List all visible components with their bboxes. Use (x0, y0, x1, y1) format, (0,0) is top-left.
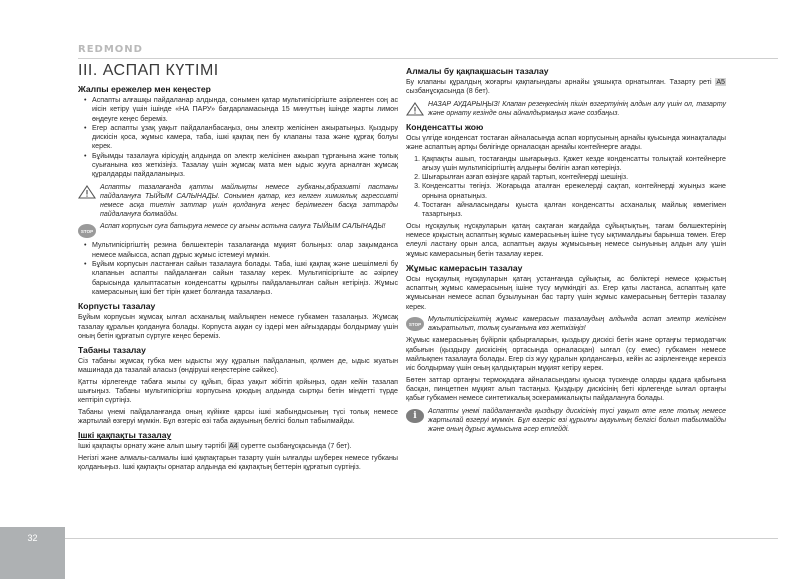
info-note-text: Аспапты үнемі пайдаланғанда қыздыру дискісінің түсі уақыт өте келе толық немесе жартылай өзгеруі мүмкін. Бұл өзгеріс өзі құрылғы ақауының белгісі болып табылмайды және оның дұрыс жұмысына әсер етпейді. (428, 407, 726, 433)
inner-lid-text-2: Негізгі және алмалы-салмалы ішкі қақпақтарын тазарту үшін ылғалды шүберек немесе губканы қолданыңыз. Ішкі қақпақты орнатар алдында екі қақпақтың беттерін құрғатып сүртіңіз. (78, 453, 398, 471)
right-column (406, 62, 726, 437)
list-item: • Аспапты алғашқы пайдаланар алдында, сонымен қатар мультипісіргіште әзірленген соң ас иісін кетіру үшін ішінде «НА ПАРУ» бағдарламасында 15 минуттың ішінде жарты лимон өңдеуге кеңес береміз. (92, 96, 398, 124)
body-cleaning-text: Бұйым корпусын жұмсақ ылғал асханалық майлықпен немесе губкамен тазалаңыз. Жұмсақ тазалау құралын қолдануға болады. Корпуста аққан су іздері мен айғыздарды болдырмау үшін оның бетін құрғатып сүртуге кеңес береміз. (78, 313, 398, 340)
condensate-steps (406, 155, 726, 220)
valve-warning-text: НАЗАР АУДАРЫҢЫЗ! Клапан резеңкесінің пішін өзгертуінің алдын алу үшін ол, тазарту және орнату кезінде оны айналдырмаңыз және созбаңыз. (428, 100, 726, 117)
header-divider (78, 58, 778, 59)
body-cleaning-heading: Корпусты тазалау (78, 301, 156, 312)
bowl-text-2: Қатты кірлегенде табаға жылы су құйып, біраз уақыт жібітіп қойыңыз, одан кейін тазалап шығыңыз. Табаны мультипісіргіш корпусына қоюдың алдында сыртқы бетін міндетті түрде кептіріп сүртіңіз. (78, 377, 398, 405)
general-heading: Жалпы ережелер мен кеңестер (78, 84, 211, 94)
list-item: • Бұйымды тазалауға кірісудің алдында оп электр желісінен ажырап тұрғанына және толық суығанына көз жеткізіңіз. Тазалау үшін жұмсақ мата мен ыдыс жууға арналған жұмсақ құралдарды пайдаланыңыз. (92, 152, 398, 180)
list-item: • Мультипісіргіштің резина бөлшектерін тазалағанда мұқият болыңыз: олар зақымданса немесе майысса, аспап дұрыс жұмыс істемеуі мүмкін. (92, 241, 398, 260)
stop-note (78, 222, 398, 238)
inner-lid-text-1 (78, 442, 398, 451)
list-item: 3. Конденсатты төгіңіз. Жоғарыда аталған ережелерді сақтап, контейнерді жуыңыз және орнына орнатыңыз. (422, 182, 726, 201)
list-item: 4. Тостаған айналасындағы қуыста қалған конденсатты асханалық майлық көмегімен тазартыңыз. (422, 201, 726, 220)
warning-icon (406, 102, 424, 116)
valve-warning-note (406, 100, 726, 118)
chamber-stop-text: Мультипісіргіштің жұмыс камерасын тазалаудың алдында аспап электр желісінен ажыратылып, толық суығанына көз жеткізіңіз! (428, 316, 726, 333)
info-note (406, 407, 726, 435)
stop-note-text: Аспап корпусын суға батыруға немесе су ағыны астына салуға ТЫЙЫМ САЛЫНАДЫ! (100, 223, 386, 231)
steam-valve-heading: Алмалы бу қақпақшасын тазалау (406, 66, 549, 76)
figure-badge-a5: A5 (716, 78, 725, 86)
general-bullets (78, 96, 398, 180)
info-icon: i (406, 409, 424, 423)
page-number: 32 (27, 533, 38, 543)
condensate-heading: Конденсатты жою (406, 122, 484, 132)
steam-valve-text-after: сызбанұсқасында (8 бет). (406, 87, 490, 96)
brand-logo: REDMOND (78, 44, 143, 55)
chamber-text-2: Жұмыс камерасының бүйірлік қабырғаларын, қыздыру дискісі бетін және ортаңғы термодатчик қабығын (қыздыру дискісінің ортасында орналасқан) ылғал (су емес) губкамен немесе майлықпен тазалауға болады. Егер сіз жуу құралын қолдансаңыз, кейін ас әзірленгенде керексіз иіс болдырмау үшін оның қалдықтарын мұқият кетіру керек. (406, 336, 726, 373)
bowl-cleaning-heading: Табаны тазалау (78, 345, 146, 356)
list-item: • Егер аспапты ұзақ уақыт пайдаланбасаңыз, оны электр желісінен ажыратыңыз. Қыздыру дискісін қоса, жұмыс камера, таба, ішкі қақпақ пен бу клапаны таза және құрғақ болуы керек. (92, 124, 398, 152)
inner-lid-heading: Ішкі қақпақты тазалау (78, 430, 172, 441)
left-column (78, 62, 398, 474)
bowl-text-1: Сіз табаны жұмсақ губка мен ыдысты жуу құралын пайдаланып, қолмен де, ыдыс жуатын машинада да тазалай аласыз (өндіруші кеңестеріне сәйкес). (78, 357, 398, 375)
list-item: 1. Қақпақты ашып, тостағанды шығарыңыз. Қажет кезде конденсатты толықтай контейнерге ағызу үшін мультипісіргіштің алдыңғы бөлігін азғап көтеріңіз. (422, 155, 726, 174)
footer-divider (65, 538, 778, 539)
section-title: III. АСПАП КҮТІМІ (78, 62, 219, 79)
steam-valve-text-before: Бу клапаны құралдың жоғарғы қақпағындағы арнайы ұяшықта орнатылған. Тазарту реті (406, 78, 712, 86)
warning-icon (78, 185, 96, 199)
stop-icon: STOP (406, 317, 424, 331)
stop-icon: STOP (78, 224, 96, 238)
inner-lid-text-before: Ішкі қақпақты орнату және алып шығу тәртібі (78, 442, 226, 451)
chamber-text-3: Бөтен заттар ортаңғы термоқадаға айналасындағы қуысқа түскенде оларды қадаға қабығына басқан, пинцетпен мұқият алып тастаңыз. Қыздыру дискісінің беті кірлегенде ылғал ортаңғы қабығ губкамен немесе синтетикалық эскерамикалықты пайдалануға болады. (406, 375, 726, 403)
chamber-stop-note (406, 315, 726, 333)
inner-lid-text-after: суретте сызбанұсқасында (7 бет). (240, 442, 352, 451)
condensate-text: Осы үлгіде конденсат тостаған айналасында аспап корпусының арнайы қуысында жинақталады және аспаптың артқы бөлігінде орналасқан арнайы контейнерге ағады. (406, 134, 726, 152)
condensate-text-2: Осы нұсқаулық нұсқауларын қатаң сақтаған жағдайда сұйықтықтың, тағам бөлшектерінің немесе қоқыстың аспаптың жұмыс камерасының ішіне түсу ықтималдығы барынша төмен. Егер елеулі ластану орын алса, аспаптың ақауы жұмысының немесе сынуының алдын алу үшін жұмыс камерасының бетін тазалау керек. (406, 221, 726, 258)
figure-badge-a4: A4 (228, 442, 238, 451)
chamber-heading: Жұмыс камерасын тазалау (406, 262, 523, 273)
steam-valve-text (406, 78, 726, 97)
chamber-text: Осы нұсқаулық нұсқауларын қатаң устанғанда сұйықтық, ас бөліктері немесе қоқыстың аспаптың жұмыс камерасының ішіне түсу мүмкіндігі аз. Егер қаты ластанса, аспаптың қате жұмысынан немесе аспап бұзылуынан бас тарту үшін жұмыс камерасының беттерін тазалау керек. (406, 274, 726, 311)
list-item: • Бұйым корпусын ластанған сайын тазалауға болады. Таба, ішкі қақпақ және шешілмелі бу клапанын аспапты пайдаланған сайын тазалау керек. Мультипісіргіште ас әзірлеу барысында қалыптасатын конденсатты құрылғы пайдаланылған сайын кетіріңіз. Жұмыс камерасының ішкі бет тірін қажет болғанда тазалаңыз. (92, 260, 398, 297)
list-item: 2. Шығарылған азғап өзіңізге қарай тартып, контейнерді шешіңіз. (422, 173, 726, 182)
warning-note (78, 183, 398, 220)
bowl-text-3: Табаны үнемі пайдаланғанда оның күйікке қарсы ішкі жабындысының түсі толық немесе жартылай өзгеруі мүмкін. Бұл өзгеріс өзі таба ақауының белгісі болып табылмайды. (78, 407, 398, 425)
more-bullets (78, 241, 398, 297)
warning-note-text: Аспапты тазалағанда қатты майлықты немесе губканы,абразивті пастаны пайдалануға ТЫЙЫМ САЛЫНАДЫ. Сонымен қатар, кез келген химиялық агрессивті немесе асқа тиетін заттар үшін қолдануға кеңес берілмеген басқа заттарды пайдалануға болмайды. (100, 183, 398, 219)
